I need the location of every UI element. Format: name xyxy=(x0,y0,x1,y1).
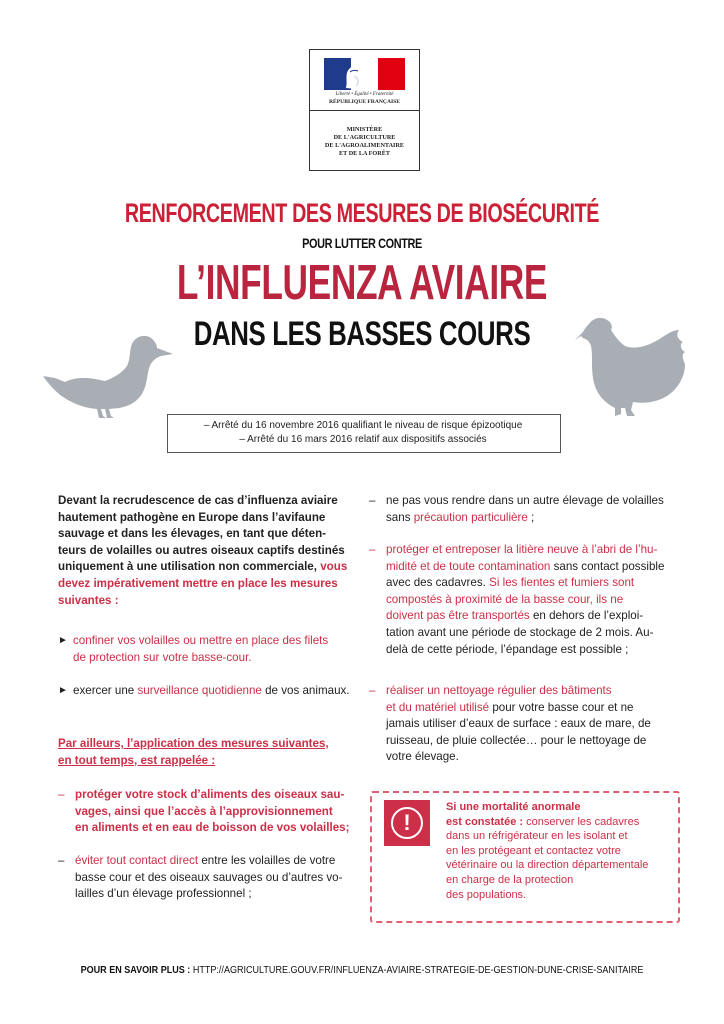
item-line: ruisseau, de pluie collectée… pour le nettoyage de xyxy=(386,733,647,747)
decree-line: – Arrêté du 16 novembre 2016 qualifiant le niveau de risque épizootique xyxy=(203,420,523,431)
intro-line: uniquement à une utilisation non commerciale, vous xyxy=(58,560,348,574)
item-litter xyxy=(369,542,679,658)
intro-paragraph xyxy=(58,493,356,609)
item-line: votre élevage. xyxy=(386,750,459,764)
bullet-surveillance xyxy=(58,683,356,700)
alert-line: vétérinaire ou la direction départementale xyxy=(446,859,649,872)
item-line: basse cour et des oiseaux sauvages ou d’autres vo- xyxy=(75,870,343,884)
item-line: tation avant une période de stockage de 2 mois. Au- xyxy=(386,625,654,639)
dash-marker: – xyxy=(369,494,376,507)
ministry-name: MINISTÈRE DE L'AGRICULTURE DE L'AGROALIMENTAIRE ET DE LA FORÊT xyxy=(324,126,405,157)
item-line: sans précaution particulière ; xyxy=(386,510,535,524)
footer-label: POUR EN SAVOIR PLUS : xyxy=(80,964,191,976)
item-other-farm xyxy=(369,493,679,526)
subhead xyxy=(58,736,356,769)
intro-line: Devant la recrudescence de cas d’influenza aviaire xyxy=(58,494,338,507)
alert-line: en charge de la protection xyxy=(446,873,574,886)
item-line: protéger votre stock d’aliments des oiseaux sau- xyxy=(75,788,345,801)
subhead-line: Par ailleurs, l’application des mesures suivantes, xyxy=(58,737,329,750)
republic-motto: Liberté • Égalité • Fraternité xyxy=(335,92,394,97)
intro-line: sauvage et dans les élevages, en tant que déten- xyxy=(58,527,327,541)
item-line: ne pas vous rendre dans un autre élevage de volailles xyxy=(386,494,664,507)
dash-marker: – xyxy=(369,684,376,697)
item-line: protéger et entreposer la litière neuve à l’abri de l’hu- xyxy=(386,543,658,556)
item-line: en aliments et en eau de boisson de vos volailles; xyxy=(75,821,350,835)
item-line: réaliser un nettoyage régulier des bâtiments xyxy=(386,684,612,697)
item-line: jamais utiliser d’eaux de surface : eaux de mare, de xyxy=(386,717,651,731)
alert-line: dans un réfrigérateur en les isolant et xyxy=(446,830,628,843)
intro-line: suivantes : xyxy=(58,593,119,607)
item-line: compostés à proximité de la basse cour, ils ne xyxy=(386,592,624,606)
dash-marker: – xyxy=(369,543,376,556)
intro-line: teurs de volailles ou autres oiseaux captifs destinés xyxy=(58,543,345,557)
item-line: doivent pas être transportés en dehors de l’exploi- xyxy=(386,609,644,623)
item-stock xyxy=(58,787,356,837)
duck-silhouette-icon xyxy=(43,334,188,418)
bullet-line: confiner vos volailles ou mettre en place des filets xyxy=(73,634,329,647)
mortality-alert-text xyxy=(446,800,674,902)
item-line: vages, ainsi que l’accès à l’approvisionnement xyxy=(75,804,333,818)
item-contact xyxy=(58,853,356,903)
title-line-4: DANS LES BASSES COURS xyxy=(193,315,531,353)
footer-url-link[interactable]: HTTP://AGRICULTURE.GOUV.FR/INFLUENZA-AVIAIRE-STRATEGIE-DE-GESTION-DUNE-CRISE-SANITAIRE xyxy=(192,964,644,976)
bullet-arrow-icon: ► xyxy=(58,635,68,646)
bullet-line: de protection sur votre basse-cour. xyxy=(73,650,252,664)
dash-marker: – xyxy=(58,788,65,801)
ministry-logo xyxy=(309,49,420,171)
republic-name: RÉPUBLIQUE FRANÇAISE xyxy=(328,99,401,105)
marianne-profile-icon xyxy=(324,58,405,90)
logo-divider xyxy=(310,110,419,111)
decree-line: – Arrêté du 16 mars 2016 relatif aux dispositifs associés xyxy=(239,434,487,445)
item-line: avec des cadavres. Si les fientes et fumiers sont xyxy=(386,576,635,590)
intro-line: devez impérativement mettre en place les mesures xyxy=(58,576,338,590)
intro-line: hautement pathogène en Europe dans l’avifaune xyxy=(58,510,326,524)
bullet-arrow-icon: ► xyxy=(58,685,68,696)
item-line: midité et de toute contamination sans contact possible xyxy=(386,559,665,573)
hen-silhouette-icon xyxy=(575,316,687,418)
decree-references xyxy=(167,419,559,447)
alert-line: est constatée : conserver les cadavres xyxy=(446,815,640,828)
title-line-1: RENFORCEMENT DES MESURES DE BIOSÉCURITÉ xyxy=(124,198,600,228)
item-line: et du matériel utilisé pour votre basse cour et ne xyxy=(386,700,634,714)
tricolor-flag xyxy=(324,58,405,90)
title-line-3: L’INFLUENZA AVIAIRE xyxy=(176,256,548,310)
alert-line: en les protégeant et contactez votre xyxy=(446,844,621,857)
title-line-2: POUR LUTTER CONTRE xyxy=(302,235,422,251)
item-line: lailles d’un élevage professionnel ; xyxy=(75,887,252,901)
footer-more-info xyxy=(51,964,674,976)
item-cleaning xyxy=(369,683,679,766)
item-line: delà de cette période, l’épandage est possible ; xyxy=(386,642,629,656)
dash-marker: – xyxy=(58,854,65,867)
exclamation-icon: ! xyxy=(384,800,430,846)
item-line: éviter tout contact direct entre les volailles de votre xyxy=(75,854,336,867)
alert-line: des populations. xyxy=(446,888,527,901)
alert-heading: Si une mortalité anormale xyxy=(446,801,581,813)
subhead-line: en tout temps, est rappelée : xyxy=(58,753,216,767)
bullet-confine xyxy=(58,633,356,666)
bullet-line: exercer une surveillance quotidienne de vos animaux. xyxy=(73,684,350,697)
